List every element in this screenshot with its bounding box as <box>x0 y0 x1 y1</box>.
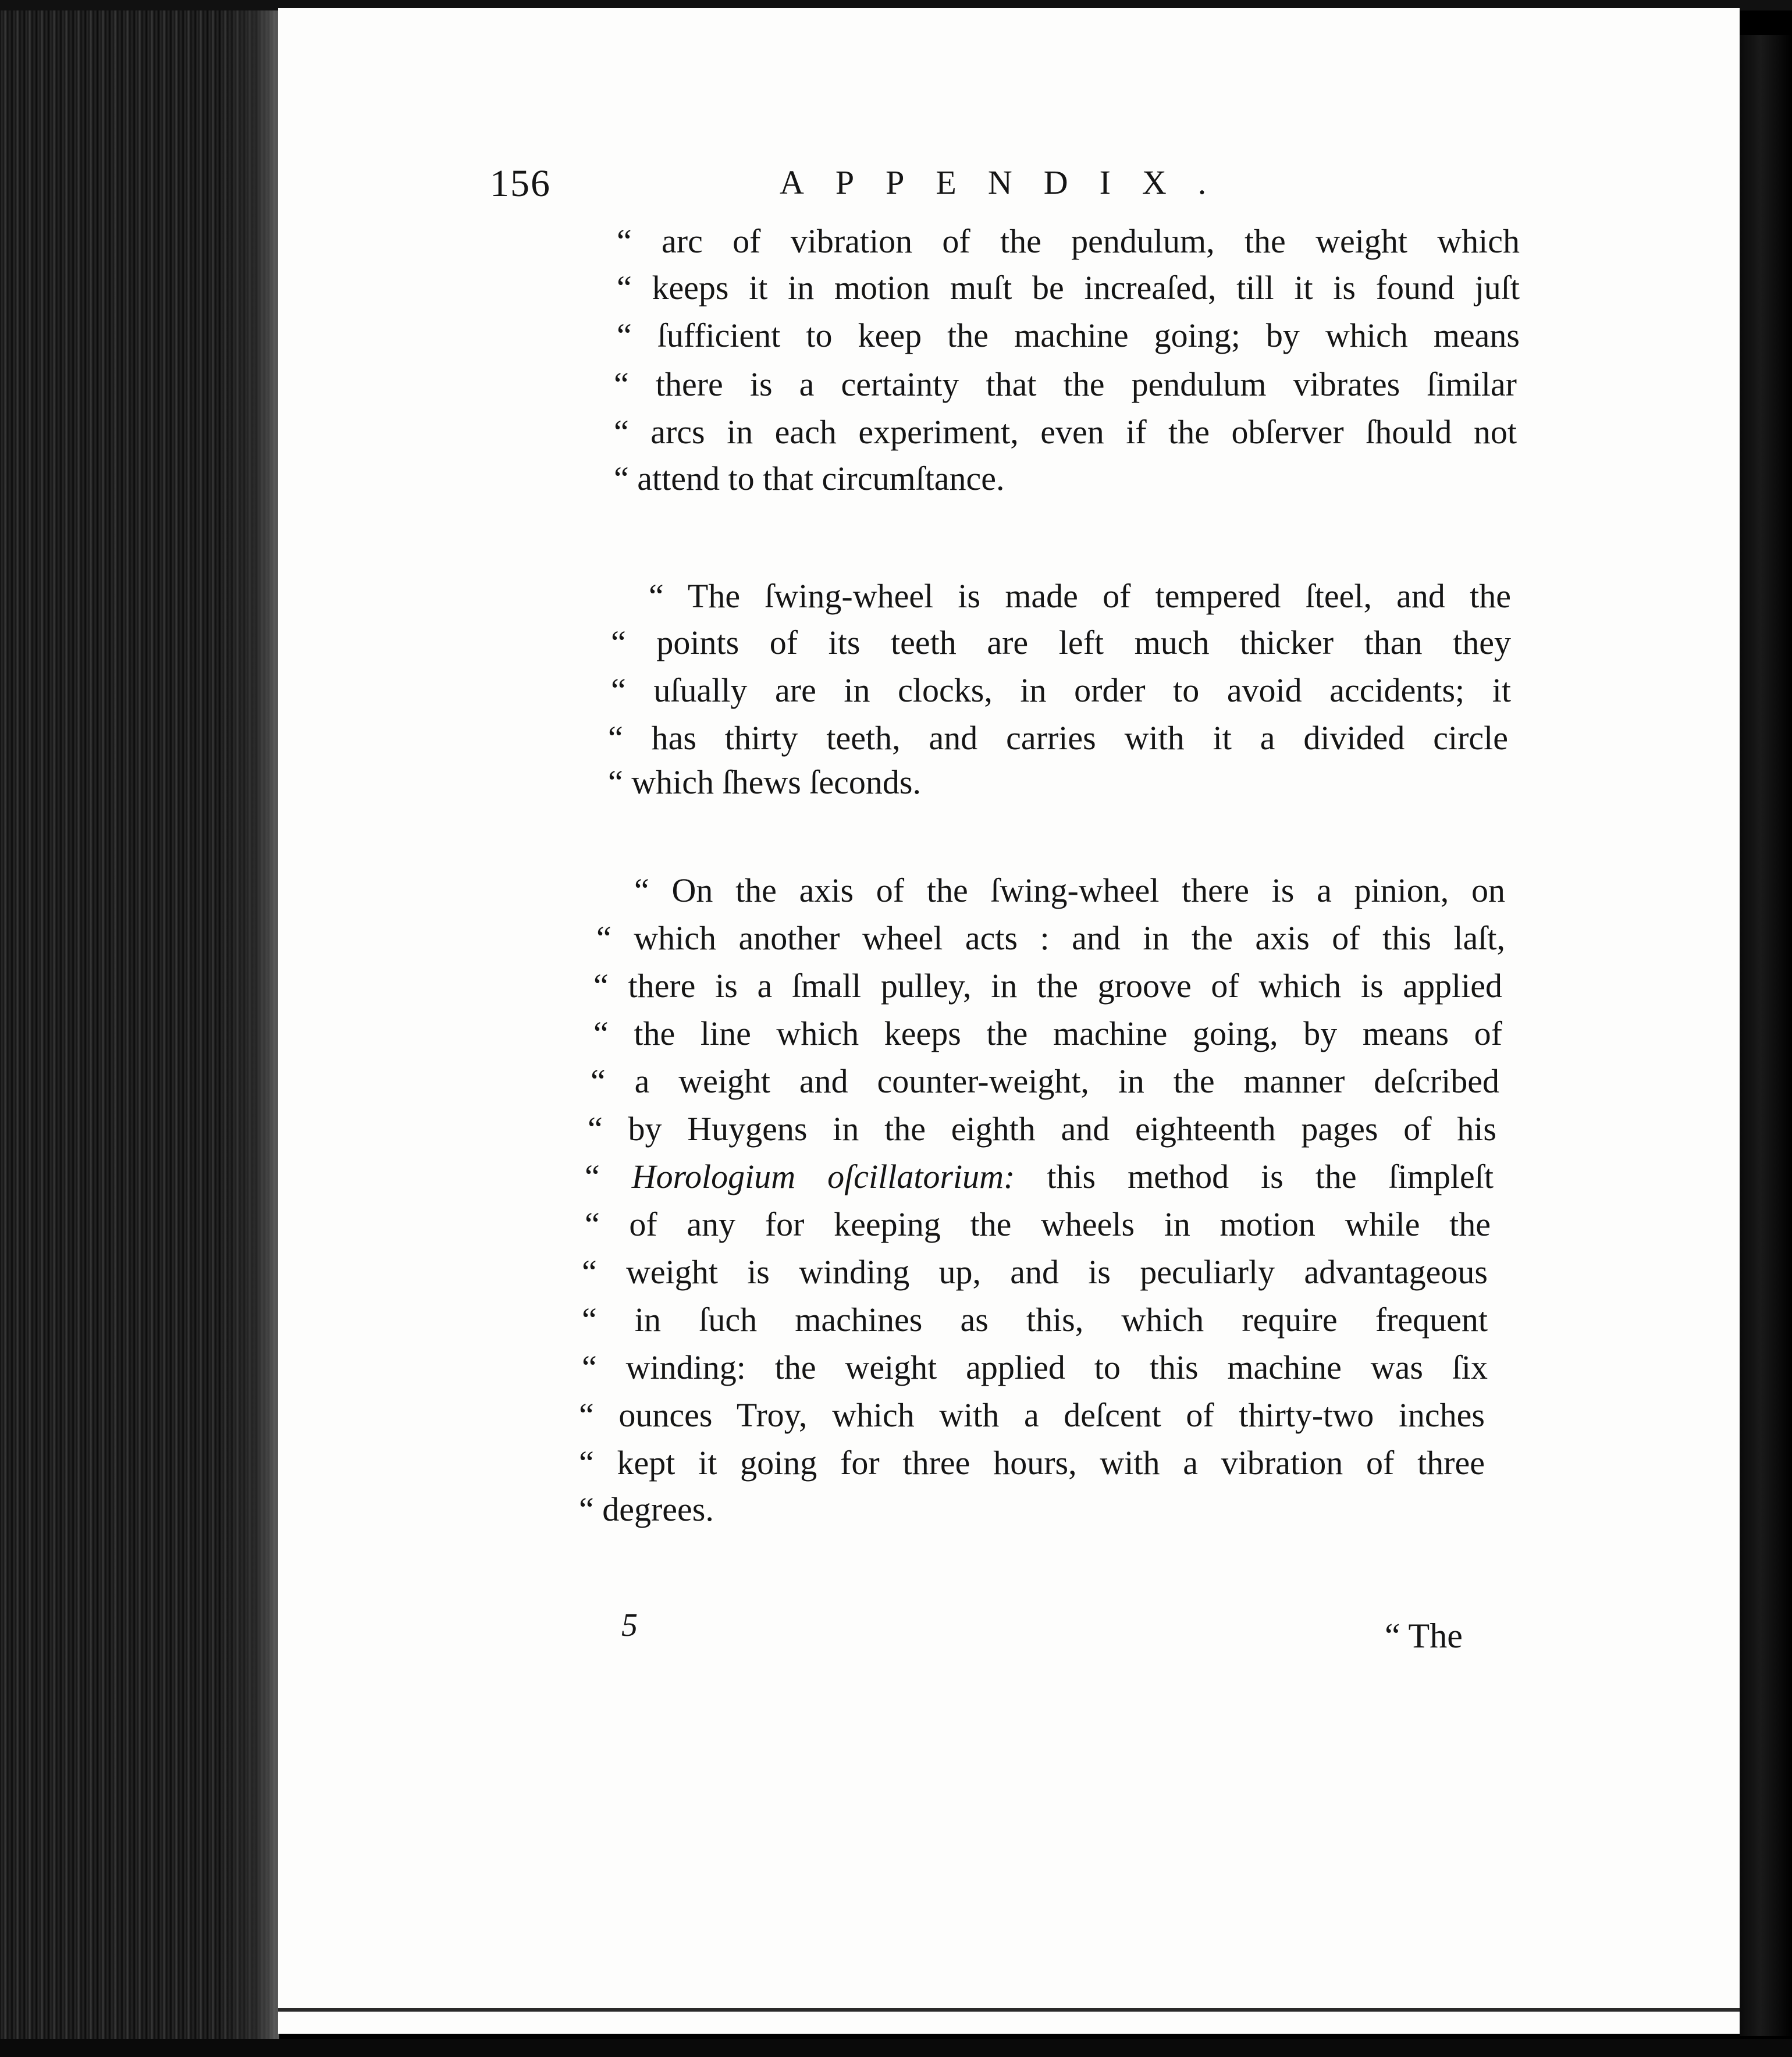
text-line: “ attend to that circumſtance. <box>614 460 1005 497</box>
text-line: “ in ſuch machines as this, which require frequent <box>582 1301 1488 1339</box>
running-head: APPENDIX. <box>780 163 1238 201</box>
text-line: “ points of its teeth are left much thicker than they <box>611 624 1511 661</box>
text-line: “ The ſwing-wheel is made of tempered ſteel, and the <box>649 577 1511 615</box>
text-after-title: this method is the ſimpleſt <box>1047 1158 1494 1195</box>
text-line: “ of any for keeping the wheels in motion while the <box>585 1205 1491 1243</box>
text-line: “ has thirty teeth, and carries with it a divided circle <box>608 719 1508 757</box>
text-line: “ a weight and counter-weight, in the manner deſcribed <box>591 1062 1499 1100</box>
catchword: “ The <box>1385 1617 1463 1655</box>
signature-mark: 5 <box>621 1607 638 1643</box>
text-line-with-italic-title <box>585 1156 1494 1197</box>
text-line: “ kept it going for three hours, with a vibration of three <box>579 1444 1485 1482</box>
text-line: “ keeps it in motion muſt be increaſed, till it is found juſt <box>617 269 1520 307</box>
text-line: “ ounces Troy, which with a deſcent of thirty-two inches <box>579 1396 1485 1434</box>
text-line: “ ſufficient to keep the machine going; by which means <box>617 316 1520 354</box>
text-line: “ there is a ſmall pulley, in the groove of which is applied <box>593 967 1502 1005</box>
text-line: “ winding: the weight applied to this machine was ſix <box>582 1348 1488 1386</box>
page-number: 156 <box>490 162 551 205</box>
open-quote: “ <box>585 1158 600 1195</box>
text-line: “ weight is winding up, and is peculiarly advantageous <box>582 1253 1488 1291</box>
italic-title: Horologium oſcillatorium: <box>631 1158 1015 1195</box>
text-line: “ arcs in each experiment, even if the obſerver ſhould not <box>614 413 1517 451</box>
text-line: “ there is a certainty that the pendulum vibrates ſimilar <box>614 365 1517 403</box>
text-line: “ uſually are in clocks, in order to avoid accidents; it <box>611 671 1511 709</box>
text-line: “ arc of vibration of the pendulum, the weight which <box>617 222 1520 260</box>
text-line: “ degrees. <box>579 1490 714 1528</box>
text-line: “ which another wheel acts : and in the axis of this laſt, <box>596 919 1505 957</box>
text-line: “ which ſhews ſeconds. <box>608 763 921 801</box>
text-line: “ by Huygens in the eighth and eighteenth pages of his <box>588 1110 1496 1148</box>
text-line: “ the line which keeps the machine going, by means of <box>593 1015 1502 1052</box>
text-line: “ On the axis of the ſwing-wheel there is a pinion, on <box>634 871 1505 909</box>
